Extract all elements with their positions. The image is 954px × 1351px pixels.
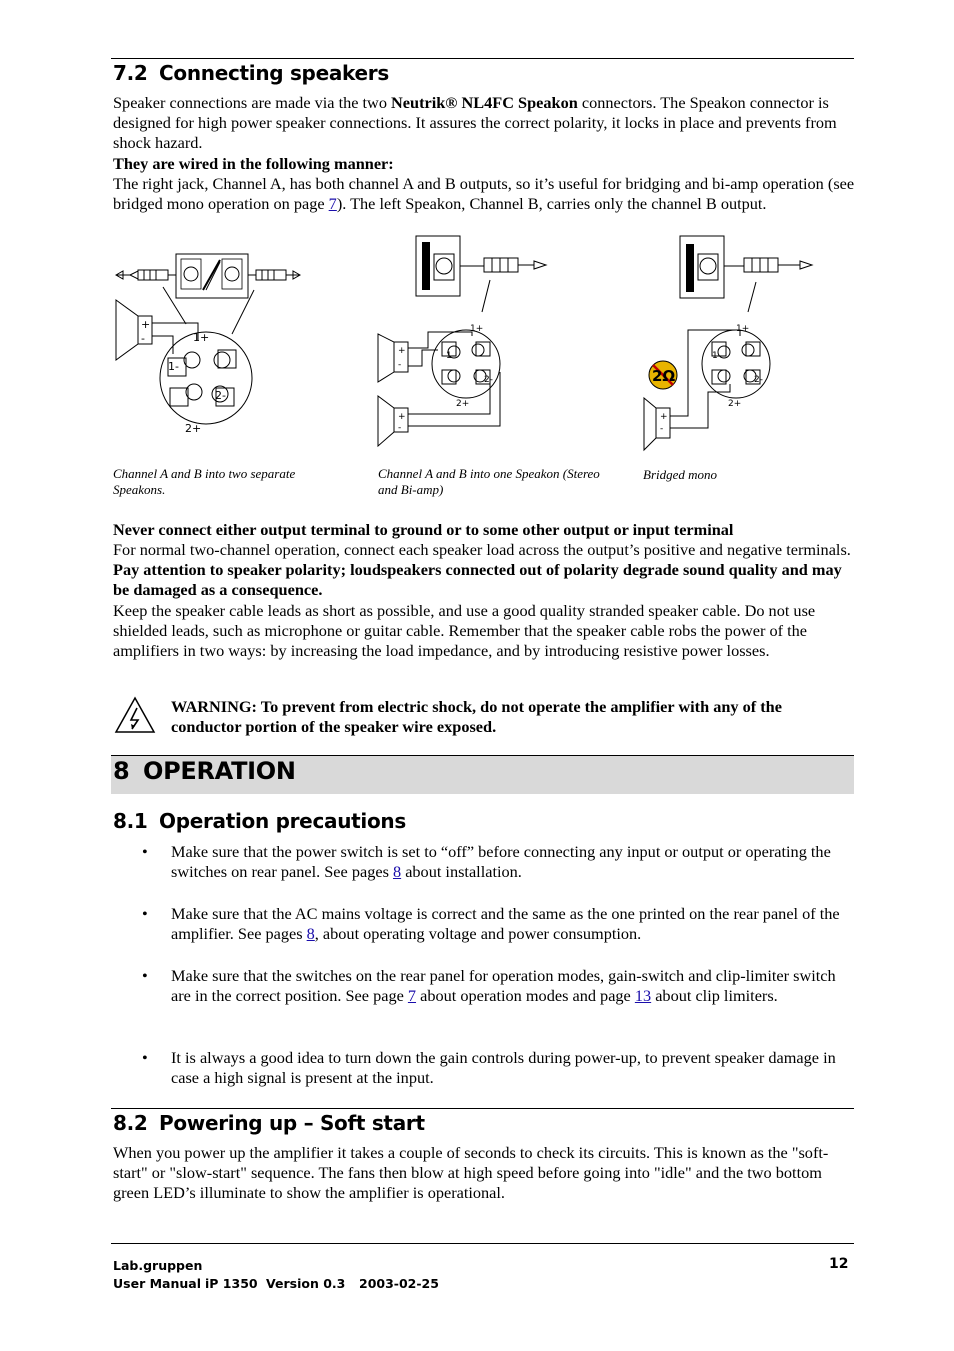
chapter-heading-8: 8 OPERATION (113, 757, 296, 785)
wiring-paragraph: The right jack, Channel A, has both channel A and B outputs, so it’s useful for bridging and bi-amp operation (see bridged mono operation on page 7). The left Speakon, Channel B, carries only the channel B output. (113, 174, 855, 214)
pin-label-2p: 2+ (728, 399, 742, 409)
electric-shock-warning-text: WARNING: To prevent from electric shock, do not operate the amplifier with any of the conductor portion of the speaker wire exposed. (171, 697, 782, 737)
pin-label-1p: 1+ (470, 324, 484, 334)
section-heading-8-2: 8.2 Powering up – Soft start (113, 1111, 425, 1135)
footer-date: 2003-02-25 (359, 1276, 439, 1291)
page-link[interactable]: 13 (634, 986, 652, 1006)
soft-start-paragraph: When you power up the amplifier it takes a couple of seconds to check its circuits. This is known as the "soft-start" or "slow-start" sequence. The fans then blow at high speed before going into "idle" and the two bottom green LED’s illuminate to show the amplifier is operational. (113, 1143, 829, 1203)
footer-version: Version 0.3 (266, 1276, 346, 1291)
page-link[interactable]: 8 (306, 924, 315, 944)
electric-shock-warning-icon (114, 696, 156, 734)
speaker-minus: - (660, 424, 664, 434)
figure-caption-1: Channel A and B into two separate Speakons. (113, 466, 296, 497)
footer-brand: Lab.gruppen (113, 1258, 203, 1273)
cable-paragraph: Keep the speaker cable leads as short as possible, and use a good quality stranded speaker cable. Do not use shielded leads, such as microphone or guitar cable. Remember that the speaker cable robs the power of the amplifiers in two ways: by increasing the load impedance, and by introducing resistive power losses. (113, 601, 816, 661)
pin-label-2m: 2- (754, 375, 763, 385)
pin-label-1m: 1- (446, 351, 455, 361)
figure-caption-3: Bridged mono (643, 467, 718, 482)
never-connect-warning: Never connect either output terminal to ground or to some other output or input terminal (113, 520, 734, 539)
pin-label-1m: 1- (712, 351, 721, 361)
precaution-item-mains-voltage: Make sure that the AC mains voltage is correct and the same as the one printed on the rear panel of the amplifier. See pages 8, about operating voltage and power consumption. (171, 904, 840, 944)
footer-rule (111, 1243, 854, 1244)
pin-label-2m: 2- (215, 389, 226, 402)
speaker-minus: - (398, 423, 402, 433)
section-rule (111, 1108, 854, 1109)
page-link[interactable]: 7 (328, 194, 337, 214)
pin-label-2p: 2+ (185, 422, 202, 435)
speaker-plus: + (398, 412, 406, 422)
ohm-badge-text: 2Ω (652, 367, 676, 385)
footer-model: iP 1350 (205, 1276, 258, 1291)
pin-label-1p: 1+ (736, 324, 750, 334)
bullet-marker: • (142, 1048, 148, 1067)
polarity-paragraph: For normal two-channel operation, connect each speaker load across the output’s positive and negative terminals. Pay attention to speaker polarity; loudspeakers connected out of polarity degrade sound quality and may be damaged as a consequence. (113, 540, 851, 600)
speakon-intro-paragraph: Speaker connections are made via the two Neutrik® NL4FC Speakon connectors. The Speakon connector is designed for high power speaker connections. It assures the correct polarity, it locks in place and prevents from shock hazard. (113, 93, 837, 153)
speaker-plus: + (141, 318, 151, 331)
precaution-item-power-switch: Make sure that the power switch is set to “off” before connecting any input or output or operating the switches on rear panel. See pages 8 about installation. (171, 842, 831, 882)
figure-bridged-mono (644, 236, 812, 450)
section-heading-7-2: 7.2 Connecting speakers (113, 61, 389, 85)
bullet-marker: • (142, 966, 148, 985)
pin-label-2p: 2+ (456, 399, 470, 409)
pin-label-1m: 1- (168, 360, 179, 373)
speakon-wiring-diagrams (108, 232, 858, 464)
bullet-marker: • (142, 904, 148, 923)
pin-label-2m: 2- (484, 375, 493, 385)
footer-manual: User Manual (113, 1276, 201, 1291)
precaution-item-gain-controls: It is always a good idea to turn down the gain controls during power-up, to prevent speaker damage in case a high signal is present at the input. (171, 1048, 836, 1088)
wired-heading: They are wired in the following manner: (113, 154, 394, 173)
section-heading-8-1: 8.1 Operation precautions (113, 809, 406, 833)
speaker-minus: - (398, 360, 402, 370)
footer-page-number: 12 (829, 1256, 849, 1272)
figure-caption-2: Channel A and B into one Speakon (Stereo and Bi-amp) (378, 466, 600, 497)
section-rule (111, 58, 854, 59)
page-link[interactable]: 8 (392, 862, 402, 882)
precaution-item-rear-switches: Make sure that the switches on the rear panel for operation modes, gain-switch and clip-limiter switch are in the correct position. See page 7 about operation modes and page 13 about clip limiters. (171, 966, 836, 1006)
page-link[interactable]: 7 (407, 986, 417, 1006)
speaker-minus: - (141, 332, 145, 345)
speaker-plus: + (398, 346, 406, 356)
bullet-marker: • (142, 842, 148, 861)
pin-label-1p: 1+ (193, 331, 210, 344)
speaker-plus: + (660, 412, 668, 422)
